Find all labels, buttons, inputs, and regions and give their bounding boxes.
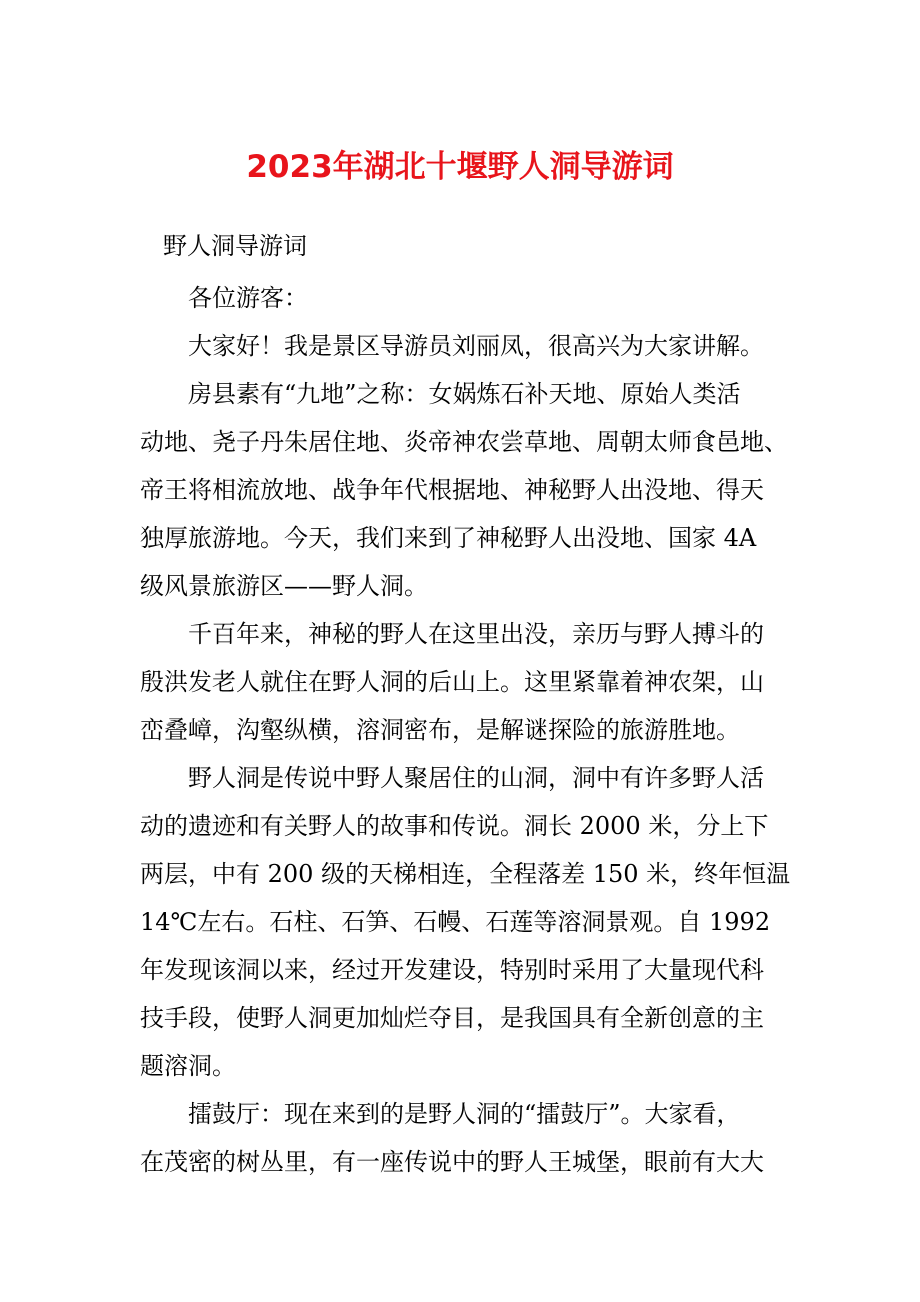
text-line: 14℃左右。石柱、石笋、石幔、石莲等溶洞景观。自 1992	[140, 908, 771, 936]
text-line: 独厚旅游地。今天，我们来到了神秘野人出没地、国家 4A	[140, 524, 757, 552]
paragraph	[140, 370, 802, 610]
text-line: 野人洞是传说中野人聚居住的山洞，洞中有许多野人活	[188, 764, 764, 792]
text-line: 动的遗迹和有关野人的故事和传说。洞长 2000 米，分上下	[140, 812, 769, 840]
paragraph	[140, 610, 802, 754]
paragraph	[140, 274, 802, 322]
paragraph	[140, 754, 802, 1090]
document-body	[140, 274, 802, 1186]
text-line: 峦叠嶂，沟壑纵横，溶洞密布，是解谜探险的旅游胜地。	[140, 716, 740, 744]
text-line: 殷洪发老人就住在野人洞的后山上。这里紧靠着神农架，山	[140, 668, 764, 696]
text-line: 大家好！我是景区导游员刘丽凤，很高兴为大家讲解。	[188, 332, 764, 360]
text-line: 技手段，使野人洞更加灿烂夺目，是我国具有全新创意的主	[140, 1004, 764, 1032]
text-line: 年发现该洞以来，经过开发建设，特别时采用了大量现代科	[140, 956, 764, 984]
text-line: 帝王将相流放地、战争年代根据地、神秘野人出没地、得天	[140, 476, 764, 504]
text-line: 房县素有“九地”之称：女娲炼石补天地、原始人类活	[188, 380, 741, 408]
text-line: 题溶洞。	[140, 1052, 236, 1080]
text-line: 千百年来，神秘的野人在这里出没，亲历与野人搏斗的	[188, 620, 764, 648]
paragraph	[140, 322, 802, 370]
text-line: 各位游客：	[188, 284, 308, 312]
text-line: 擂鼓厅：现在来到的是野人洞的“擂鼓厅”。大家看，	[188, 1100, 741, 1128]
document-subtitle: 野人洞导游词	[163, 232, 307, 260]
text-line: 动地、尧子丹朱居住地、炎帝神农尝草地、周朝太师食邑地、	[140, 428, 788, 456]
text-line: 在茂密的树丛里，有一座传说中的野人王城堡，眼前有大大	[140, 1148, 764, 1176]
text-line: 级风景旅游区——野人洞。	[140, 572, 428, 600]
text-line: 两层，中有 200 级的天梯相连，全程落差 150 米，终年恒温	[140, 860, 791, 888]
paragraph	[140, 1090, 802, 1186]
document-title: 2023年湖北十堰野人洞导游词	[246, 149, 674, 185]
